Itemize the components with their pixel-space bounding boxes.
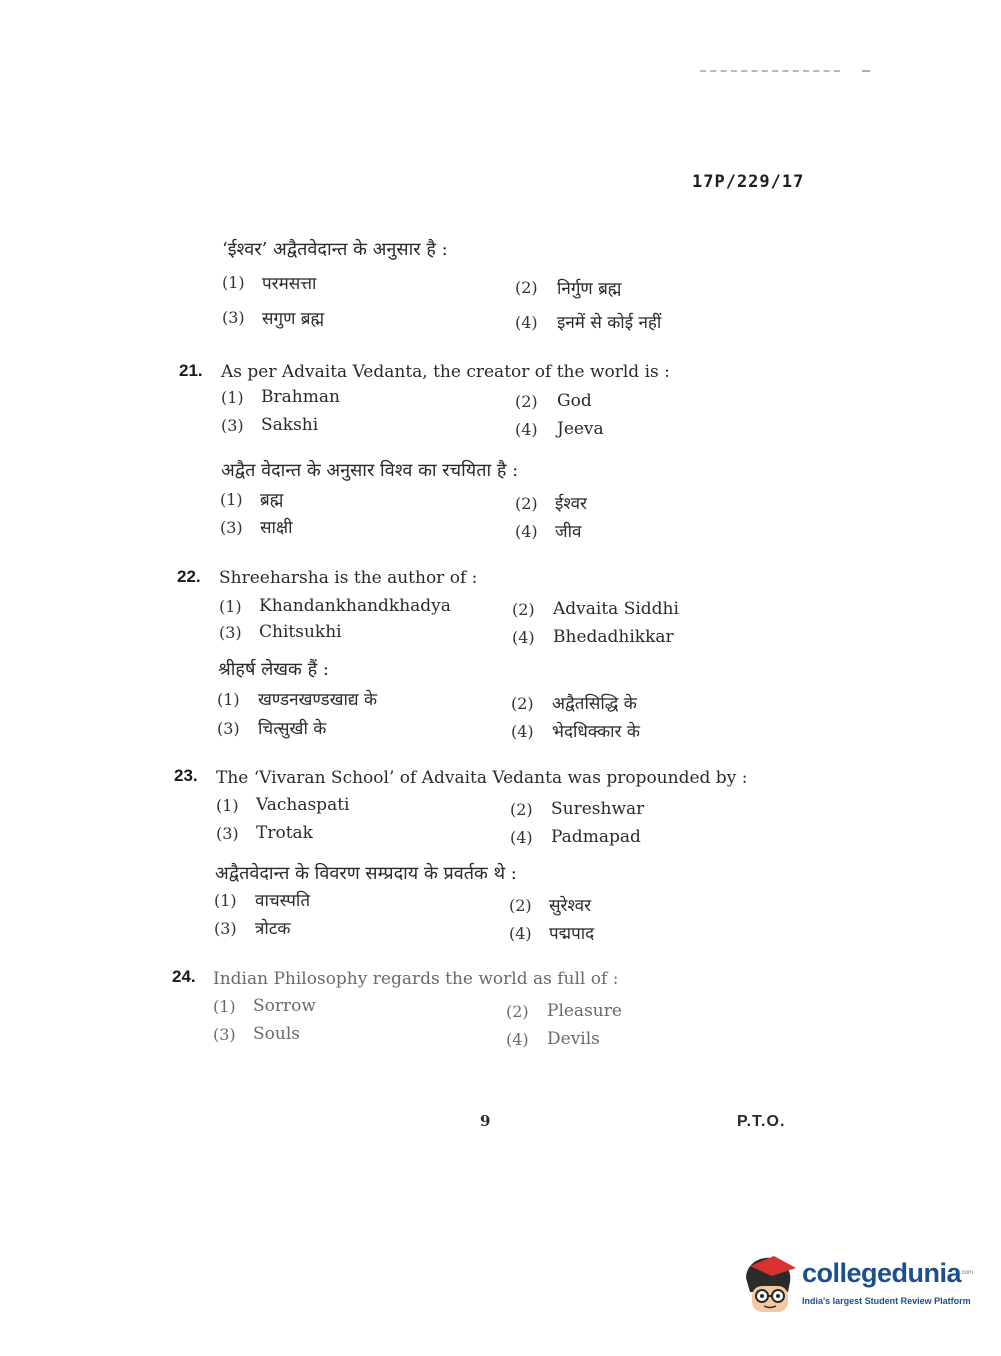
q24-opt2: Pleasure	[547, 1001, 622, 1021]
q23-opt4-num: (4)	[510, 828, 533, 847]
q22-number: 22.	[177, 567, 201, 586]
q23-hindi-opt2-num: (2)	[509, 896, 532, 915]
q24-opt4-num: (4)	[506, 1030, 529, 1049]
q24-opt1-num: (1)	[213, 997, 236, 1016]
collegedunia-logo	[740, 1250, 974, 1320]
q23-hindi-opt3-num: (3)	[214, 919, 237, 938]
q22-opt4: Bhedadhikkar	[553, 627, 674, 647]
logo-brand-text: collegedunia	[802, 1258, 962, 1288]
q24-opt2-num: (2)	[506, 1002, 529, 1021]
q22-opt3-num: (3)	[219, 623, 242, 642]
q23-stem: The ‘Vivaran School’ of Advaita Vedanta was propounded by :	[216, 768, 748, 788]
scan-artifact-dot	[862, 70, 870, 72]
q22-opt1-num: (1)	[219, 597, 242, 616]
q21-opt3-num: (3)	[221, 416, 244, 435]
q23-hindi-opt1-num: (1)	[214, 891, 237, 910]
pto-label: P.T.O.	[737, 1113, 786, 1130]
q21-hindi-stem: अद्वैत वेदान्त के अनुसार विश्व का रचयिता है :	[221, 460, 519, 481]
q20-hindi-opt3: सगुण ब्रह्म	[262, 309, 325, 329]
q22-hindi-opt3: चित्सुखी के	[258, 719, 327, 739]
q21-opt2-num: (2)	[515, 392, 538, 411]
scan-artifact	[700, 70, 840, 74]
q20-hindi-opt3-num: (3)	[222, 308, 245, 327]
q21-hindi-opt1: ब्रह्म	[260, 490, 284, 510]
q24-opt1: Sorrow	[253, 996, 316, 1016]
q22-stem: Shreeharsha is the author of :	[219, 568, 478, 588]
q20-hindi-opt2: निर्गुण ब्रह्म	[557, 279, 622, 299]
q23-number: 23.	[174, 766, 198, 785]
mascot-icon	[740, 1252, 798, 1316]
q21-opt3: Sakshi	[261, 415, 319, 435]
q22-hindi-opt1-num: (1)	[217, 690, 240, 709]
q22-hindi-opt2: अद्वैतसिद्धि के	[552, 694, 637, 714]
q23-opt1: Vachaspati	[256, 795, 350, 815]
q21-opt4: Jeeva	[557, 419, 604, 439]
q20-hindi-opt4-num: (4)	[515, 313, 538, 332]
q24-number: 24.	[172, 967, 196, 986]
q22-hindi-opt4: भेदधिक्कार के	[552, 722, 640, 742]
q21-number: 21.	[179, 361, 203, 380]
q21-hindi-opt3: साक्षी	[260, 518, 293, 538]
q22-opt1: Khandankhandkhadya	[259, 596, 451, 616]
q24-opt3: Souls	[253, 1024, 300, 1044]
q24-opt4: Devils	[547, 1029, 600, 1049]
q24-stem: Indian Philosophy regards the world as full of :	[213, 969, 619, 989]
q22-opt4-num: (4)	[512, 628, 535, 647]
q23-hindi-stem: अद्वैतवेदान्त के विवरण सम्प्रदाय के प्रवर्तक थे :	[215, 863, 517, 884]
q23-hindi-opt3: त्रोटक	[255, 919, 291, 939]
q23-hindi-opt4-num: (4)	[509, 924, 532, 943]
q21-hindi-opt2: ईश्वर	[555, 494, 587, 514]
logo-domain-suffix: .com	[960, 1270, 974, 1276]
q21-hindi-opt3-num: (3)	[220, 518, 243, 537]
q23-opt1-num: (1)	[216, 796, 239, 815]
logo-tagline: India's largest Student Review Platform	[802, 1296, 971, 1306]
q20-hindi-opt1: परमसत्ता	[262, 274, 317, 294]
q21-hindi-opt4: जीव	[555, 522, 582, 542]
q21-opt2: God	[557, 391, 592, 411]
q21-hindi-opt1-num: (1)	[220, 490, 243, 509]
q24-opt3-num: (3)	[213, 1025, 236, 1044]
q21-stem: As per Advaita Vedanta, the creator of the world is :	[221, 362, 670, 382]
q20-hindi-opt4: इनमें से कोई नहीं	[557, 313, 662, 333]
q23-opt3: Trotak	[256, 823, 313, 843]
q23-opt3-num: (3)	[216, 824, 239, 843]
q23-opt2-num: (2)	[510, 800, 533, 819]
q21-hindi-opt4-num: (4)	[515, 522, 538, 541]
q22-hindi-opt3-num: (3)	[217, 719, 240, 738]
q22-hindi-opt2-num: (2)	[511, 694, 534, 713]
q22-hindi-opt1: खण्डनखण्डखाद्य के	[258, 690, 378, 710]
q21-opt1-num: (1)	[221, 388, 244, 407]
page-number: 9	[480, 1112, 491, 1130]
q23-hindi-opt1: वाचस्पति	[255, 891, 311, 911]
q22-opt3: Chitsukhi	[259, 622, 342, 642]
q22-opt2: Advaita Siddhi	[553, 599, 679, 619]
paper-code: 17P/229/17	[692, 172, 805, 192]
q20-hindi-opt2-num: (2)	[515, 278, 538, 297]
q23-hindi-opt2: सुरेश्वर	[549, 896, 592, 916]
q20-hindi-opt1-num: (1)	[222, 273, 245, 292]
q21-opt1: Brahman	[261, 387, 340, 407]
q20-hindi-stem: ‘ईश्वर’ अद्वैतवेदान्त के अनुसार है :	[222, 239, 448, 260]
q22-hindi-opt4-num: (4)	[511, 722, 534, 741]
q22-opt2-num: (2)	[512, 600, 535, 619]
q22-hindi-stem: श्रीहर्ष लेखक हैं :	[218, 659, 329, 680]
q23-hindi-opt4: पद्मपाद	[549, 924, 595, 944]
q21-opt4-num: (4)	[515, 420, 538, 439]
q23-opt2: Sureshwar	[551, 799, 645, 819]
q23-opt4: Padmapad	[551, 827, 641, 847]
q21-hindi-opt2-num: (2)	[515, 494, 538, 513]
